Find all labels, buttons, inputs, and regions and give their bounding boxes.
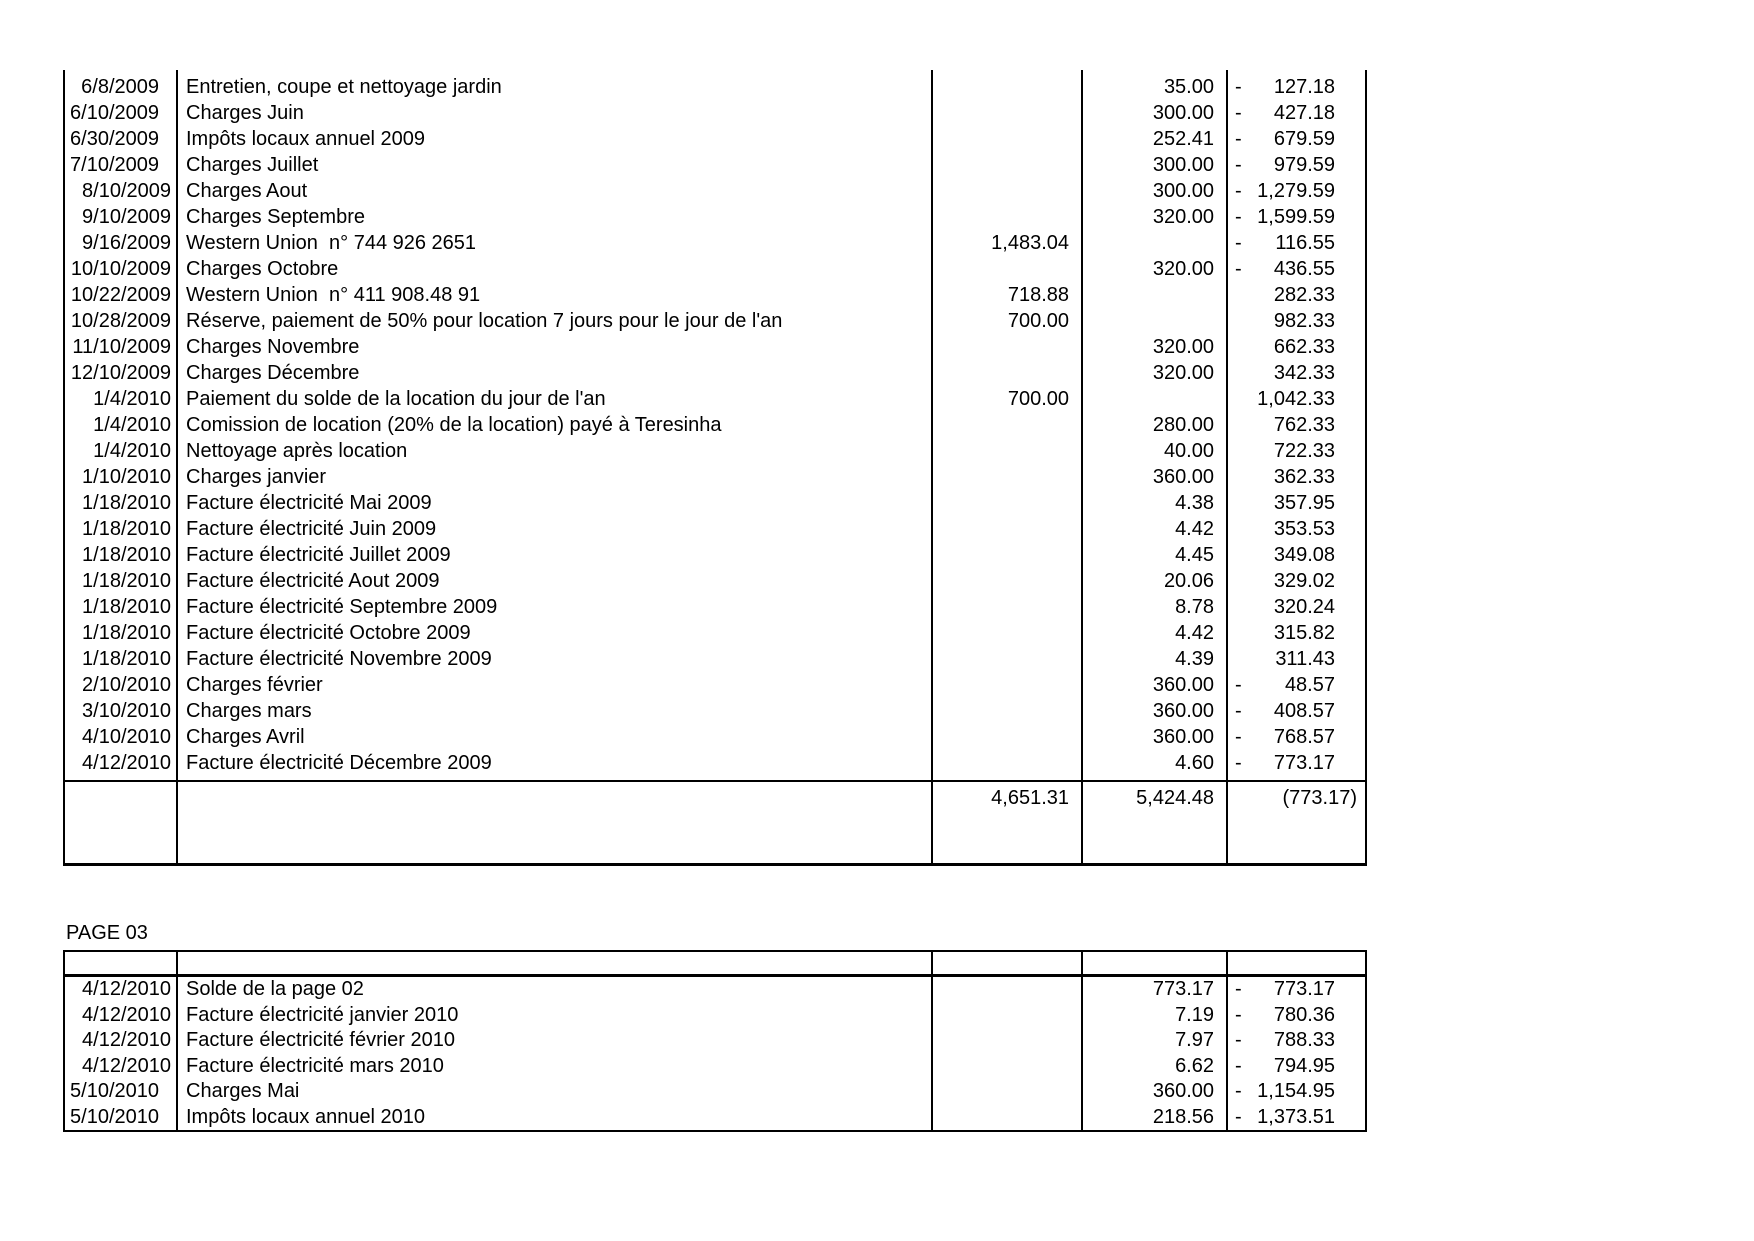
credit-cell	[933, 1079, 1083, 1105]
balance-value: 329.02	[1273, 570, 1335, 592]
balance-cell	[1228, 672, 1365, 698]
ledger-row	[65, 334, 1365, 360]
negative-sign: -	[1235, 700, 1242, 722]
credit-cell	[933, 698, 1083, 724]
balance-cell	[1228, 542, 1365, 568]
ledger-row	[65, 256, 1365, 282]
balance-value: 722.33	[1273, 440, 1335, 462]
date-cell: 4/12/2010	[82, 1003, 171, 1026]
debit-cell: 360.00	[1152, 726, 1214, 748]
balance-value: 982.33	[1273, 310, 1335, 332]
balance-cell	[1228, 152, 1365, 178]
page-label: PAGE 03	[66, 922, 148, 944]
balance-cell	[1228, 360, 1365, 386]
debit-cell: 8.78	[1175, 596, 1214, 618]
balance-cell	[1228, 620, 1365, 646]
debit-cell: 4.39	[1175, 648, 1214, 670]
ledger-row	[65, 698, 1365, 724]
ledger-row	[65, 204, 1365, 230]
debit-cell	[1083, 308, 1228, 334]
debit-cell: 300.00	[1152, 154, 1214, 176]
balance-total-cell: (773.17)	[1282, 787, 1357, 809]
balance-value: 788.33	[1273, 1029, 1335, 1051]
ledger-row	[65, 1079, 1365, 1105]
date-cell: 8/10/2009	[82, 180, 171, 202]
description-cell: Charges mars	[186, 700, 312, 722]
description-cell	[178, 784, 933, 812]
balance-cell	[1228, 1054, 1365, 1080]
totals-row	[65, 784, 1365, 812]
negative-sign: -	[1235, 76, 1242, 98]
balance-value: 282.33	[1273, 284, 1335, 306]
debit-cell: 320.00	[1152, 206, 1214, 228]
description-cell: Facture électricité Octobre 2009	[186, 622, 471, 644]
description-cell: Facture électricité janvier 2010	[186, 1003, 459, 1026]
balance-cell	[1228, 412, 1365, 438]
credit-cell	[933, 1105, 1083, 1131]
ledger-row	[65, 1028, 1365, 1054]
negative-sign: -	[1235, 1080, 1242, 1102]
date-cell: 1/18/2010	[82, 492, 171, 514]
date-cell: 5/10/2010	[70, 1105, 159, 1128]
balance-value: 762.33	[1273, 414, 1335, 436]
balance-value: 768.57	[1273, 726, 1335, 748]
credit-cell	[933, 516, 1083, 542]
date-cell: 4/10/2010	[82, 726, 171, 748]
description-cell: Entretien, coupe et nettoyage jardin	[186, 76, 502, 98]
credit-cell	[933, 334, 1083, 360]
date-cell: 6/8/2009	[81, 76, 159, 98]
description-cell: Charges février	[186, 674, 323, 696]
ledger-row	[65, 126, 1365, 152]
debit-cell: 320.00	[1152, 362, 1214, 384]
ledger-table-page03	[63, 950, 1367, 1132]
ledger-row	[65, 594, 1365, 620]
description-cell: Facture électricité mars 2010	[186, 1054, 444, 1077]
credit-cell	[933, 100, 1083, 126]
balance-cell	[1228, 724, 1365, 750]
credit-cell	[933, 490, 1083, 516]
date-cell: 7/10/2009	[70, 154, 159, 176]
debit-cell: 360.00	[1152, 1080, 1214, 1102]
credit-cell: 1,483.04	[991, 232, 1069, 254]
date-cell: 9/16/2009	[82, 232, 171, 254]
balance-cell	[1228, 178, 1365, 204]
date-cell: 11/10/2009	[72, 336, 171, 358]
description-cell: Charges Aout	[186, 180, 308, 202]
ledger-row	[65, 724, 1365, 750]
debit-cell: 35.00	[1163, 76, 1214, 98]
description-cell: Charges Novembre	[186, 336, 360, 358]
date-cell: 3/10/2010	[82, 700, 171, 722]
description-cell: Charges Décembre	[186, 362, 360, 384]
ledger-row	[65, 1003, 1365, 1029]
date-cell: 4/12/2010	[82, 978, 171, 1000]
balance-cell	[1228, 256, 1365, 282]
balance-value: 662.33	[1273, 336, 1335, 358]
ledger-row	[65, 516, 1365, 542]
date-cell: 12/10/2009	[70, 362, 171, 384]
credit-cell	[933, 438, 1083, 464]
credit-cell	[933, 256, 1083, 282]
ledger-row	[65, 230, 1365, 256]
balance-cell	[1228, 490, 1365, 516]
ledger-row	[65, 1105, 1365, 1131]
debit-cell: 300.00	[1152, 102, 1214, 124]
ledger-row	[65, 412, 1365, 438]
balance-value: 679.59	[1273, 128, 1335, 150]
ledger-row	[65, 74, 1365, 100]
debit-cell: 4.42	[1175, 622, 1214, 644]
description-cell: Charges Septembre	[186, 206, 365, 228]
balance-cell	[1228, 1105, 1365, 1131]
balance-cell	[1228, 1028, 1365, 1054]
negative-sign: -	[1235, 1003, 1242, 1026]
debit-cell: 4.42	[1175, 518, 1214, 540]
description-cell: Facture électricité Décembre 2009	[186, 752, 492, 774]
balance-value: 342.33	[1273, 362, 1335, 384]
negative-sign: -	[1235, 1029, 1242, 1051]
description-cell: Western Union n° 744 926 2651	[186, 232, 477, 254]
balance-value: 1,599.59	[1257, 206, 1335, 228]
balance-cell	[1228, 334, 1365, 360]
credit-cell: 700.00	[1007, 310, 1069, 332]
credit-total-cell: 4,651.31	[991, 787, 1069, 809]
balance-cell	[1228, 750, 1365, 776]
balance-cell	[1228, 282, 1365, 308]
ledger-row	[65, 490, 1365, 516]
balance-value: 357.95	[1273, 492, 1335, 514]
date-cell: 1/18/2010	[82, 544, 171, 566]
debit-cell: 360.00	[1152, 466, 1214, 488]
balance-value: 311.43	[1275, 648, 1335, 670]
credit-cell: 718.88	[1007, 284, 1069, 306]
balance-cell	[1228, 698, 1365, 724]
balance-cell	[1228, 308, 1365, 334]
balance-cell	[1228, 646, 1365, 672]
debit-cell: 218.56	[1152, 1105, 1214, 1128]
date-cell	[65, 784, 178, 812]
date-cell: 6/30/2009	[70, 128, 159, 150]
credit-cell	[933, 594, 1083, 620]
negative-sign: -	[1235, 102, 1242, 124]
credit-cell	[933, 204, 1083, 230]
debit-cell: 360.00	[1152, 700, 1214, 722]
ledger-row	[65, 672, 1365, 698]
date-cell: 2/10/2010	[82, 674, 171, 696]
balance-cell	[1228, 516, 1365, 542]
date-cell: 1/4/2010	[93, 388, 171, 410]
date-cell: 10/28/2009	[70, 310, 171, 332]
date-cell: 1/18/2010	[82, 596, 171, 618]
description-cell: Paiement du solde de la location du jour de l'an	[186, 388, 606, 410]
balance-cell	[1228, 126, 1365, 152]
date-cell: 4/12/2010	[82, 1054, 171, 1077]
ledger-row	[65, 438, 1365, 464]
balance-value: 780.36	[1273, 1003, 1335, 1026]
balance-value: 408.57	[1273, 700, 1335, 722]
debit-cell: 360.00	[1152, 674, 1214, 696]
ledger-row	[65, 750, 1365, 776]
ledger-row	[65, 282, 1365, 308]
balance-value: 48.57	[1284, 674, 1335, 696]
description-cell: Facture électricité Juin 2009	[186, 518, 437, 540]
date-cell: 6/10/2009	[70, 102, 159, 124]
ledger-rows-page02	[65, 74, 1365, 776]
balance-cell	[1228, 386, 1365, 412]
ledger-row	[65, 100, 1365, 126]
ledger-row	[65, 360, 1365, 386]
credit-cell	[933, 178, 1083, 204]
debit-cell: 20.06	[1163, 570, 1214, 592]
date-cell: 1/18/2010	[82, 518, 171, 540]
balance-value: 773.17	[1273, 752, 1335, 774]
date-cell: 1/4/2010	[93, 440, 171, 462]
balance-cell	[1228, 438, 1365, 464]
debit-cell	[1083, 230, 1228, 256]
debit-cell: 7.19	[1175, 1003, 1214, 1026]
ledger-row	[65, 620, 1365, 646]
description-cell: Facture électricité février 2010	[186, 1029, 456, 1051]
balance-cell	[1228, 204, 1365, 230]
balance-value: 320.24	[1273, 596, 1335, 618]
description-cell: Impôts locaux annuel 2010	[186, 1105, 426, 1128]
balance-value: 1,373.51	[1257, 1105, 1335, 1128]
credit-cell	[933, 620, 1083, 646]
date-cell: 1/18/2010	[82, 622, 171, 644]
balance-value: 127.18	[1273, 76, 1335, 98]
date-cell: 10/22/2009	[70, 284, 171, 306]
ledger-rows-page03	[65, 977, 1365, 1130]
ledger-row	[65, 178, 1365, 204]
debit-cell	[1083, 282, 1228, 308]
negative-sign: -	[1235, 1054, 1242, 1077]
debit-cell: 4.38	[1175, 492, 1214, 514]
date-cell: 9/10/2009	[82, 206, 171, 228]
ledger-row	[65, 568, 1365, 594]
balance-cell	[1228, 1003, 1365, 1029]
negative-sign: -	[1235, 978, 1242, 1000]
ledger-row	[65, 386, 1365, 412]
debit-cell: 4.45	[1175, 544, 1214, 566]
description-cell: Facture électricité Aout 2009	[186, 570, 440, 592]
credit-cell	[933, 1054, 1083, 1080]
negative-sign: -	[1235, 206, 1242, 228]
balance-cell	[1228, 230, 1365, 256]
debit-cell: 320.00	[1152, 336, 1214, 358]
date-cell: 4/12/2010	[82, 752, 171, 774]
description-cell: Charges Octobre	[186, 258, 339, 280]
credit-cell	[933, 1003, 1083, 1029]
negative-sign: -	[1235, 232, 1242, 254]
date-cell: 10/10/2009	[70, 258, 171, 280]
credit-cell	[933, 1028, 1083, 1054]
negative-sign: -	[1235, 128, 1242, 150]
credit-cell	[933, 412, 1083, 438]
credit-cell	[933, 464, 1083, 490]
date-cell: 5/10/2010	[70, 1080, 159, 1102]
credit-cell	[933, 152, 1083, 178]
description-cell: Charges Juillet	[186, 154, 319, 176]
balance-value: 979.59	[1273, 154, 1335, 176]
credit-cell	[933, 74, 1083, 100]
balance-cell	[1228, 977, 1365, 1003]
negative-sign: -	[1235, 726, 1242, 748]
debit-cell	[1083, 386, 1228, 412]
balance-value: 427.18	[1273, 102, 1335, 124]
description-cell: Charges janvier	[186, 466, 327, 488]
debit-cell: 40.00	[1163, 440, 1214, 462]
description-cell: Impôts locaux annuel 2009	[186, 128, 426, 150]
ledger-row	[65, 646, 1365, 672]
balance-cell	[1228, 464, 1365, 490]
balance-value: 353.53	[1273, 518, 1335, 540]
debit-cell: 4.60	[1175, 752, 1214, 774]
debit-cell: 6.62	[1175, 1054, 1214, 1077]
ledger-row	[65, 1054, 1365, 1080]
balance-cell	[1228, 594, 1365, 620]
credit-cell	[933, 977, 1083, 1003]
credit-cell	[933, 542, 1083, 568]
description-cell: Western Union n° 411 908.48 91	[186, 284, 481, 306]
description-cell: Facture électricité Septembre 2009	[186, 596, 498, 618]
negative-sign: -	[1235, 258, 1242, 280]
ledger-table-page02	[63, 70, 1367, 866]
negative-sign: -	[1235, 1105, 1242, 1128]
description-cell: Facture électricité Juillet 2009	[186, 544, 451, 566]
ledger-row	[65, 152, 1365, 178]
credit-cell	[933, 724, 1083, 750]
totals-separator-line	[65, 780, 1365, 782]
description-cell: Charges Mai	[186, 1080, 300, 1102]
balance-value: 349.08	[1273, 544, 1335, 566]
balance-value: 436.55	[1273, 258, 1335, 280]
credit-cell	[933, 568, 1083, 594]
date-cell: 1/10/2010	[82, 466, 171, 488]
description-cell: Facture électricité Novembre 2009	[186, 648, 492, 670]
debit-total-cell: 5,424.48	[1136, 787, 1214, 809]
balance-cell	[1228, 1079, 1365, 1105]
description-cell: Charges Juin	[186, 102, 304, 124]
credit-cell	[933, 750, 1083, 776]
date-cell: 1/4/2010	[93, 414, 171, 436]
description-cell: Charges Avril	[186, 726, 305, 748]
ledger-row	[65, 464, 1365, 490]
debit-cell: 7.97	[1175, 1029, 1214, 1051]
debit-cell: 320.00	[1152, 258, 1214, 280]
balance-value: 1,042.33	[1257, 388, 1335, 410]
balance-value: 1,279.59	[1257, 180, 1335, 202]
negative-sign: -	[1235, 752, 1242, 774]
credit-cell: 700.00	[1007, 388, 1069, 410]
date-cell: 1/18/2010	[82, 570, 171, 592]
negative-sign: -	[1235, 154, 1242, 176]
debit-cell: 300.00	[1152, 180, 1214, 202]
description-cell: Réserve, paiement de 50% pour location 7 jours pour le jour de l'an	[186, 310, 783, 332]
date-cell: 1/18/2010	[82, 648, 171, 670]
description-cell: Nettoyage après location	[186, 440, 408, 462]
negative-sign: -	[1235, 180, 1242, 202]
balance-value: 794.95	[1273, 1054, 1335, 1077]
date-cell: 4/12/2010	[82, 1029, 171, 1051]
debit-cell: 252.41	[1152, 128, 1214, 150]
balance-cell	[1228, 100, 1365, 126]
balance-cell	[1228, 568, 1365, 594]
balance-value: 116.55	[1275, 232, 1335, 254]
debit-cell: 280.00	[1152, 414, 1214, 436]
credit-cell	[933, 646, 1083, 672]
credit-cell	[933, 672, 1083, 698]
debit-cell: 773.17	[1152, 978, 1214, 1000]
balance-value: 362.33	[1273, 466, 1335, 488]
balance-value: 773.17	[1273, 978, 1335, 1000]
balance-value: 1,154.95	[1257, 1080, 1335, 1102]
credit-cell	[933, 126, 1083, 152]
negative-sign: -	[1235, 674, 1242, 696]
balance-cell	[1228, 74, 1365, 100]
balance-value: 315.82	[1273, 622, 1335, 644]
description-cell: Solde de la page 02	[186, 978, 364, 1000]
ledger-row	[65, 977, 1365, 1003]
description-cell: Facture électricité Mai 2009	[186, 492, 432, 514]
credit-cell	[933, 360, 1083, 386]
ledger-row	[65, 542, 1365, 568]
description-cell: Comission de location (20% de la location) payé à Teresinha	[186, 414, 722, 436]
ledger-row	[65, 308, 1365, 334]
